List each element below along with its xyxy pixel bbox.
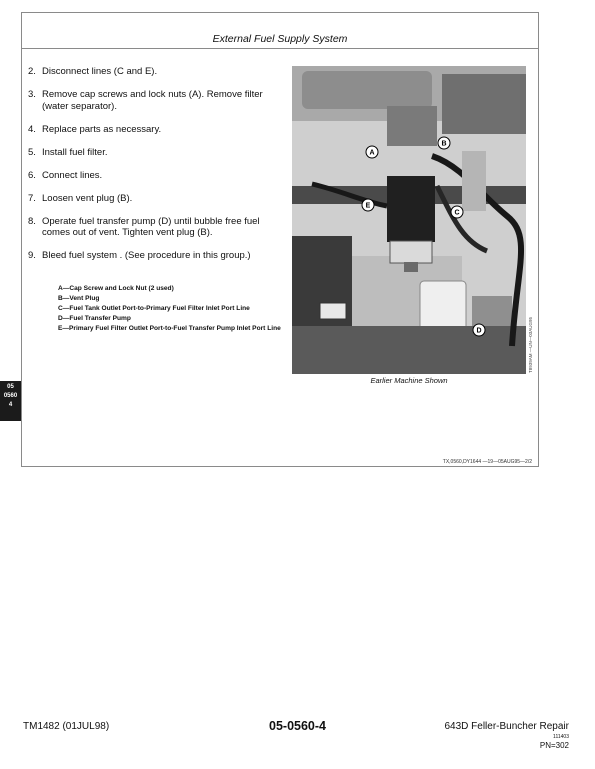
callout-a — [366, 146, 378, 158]
figure-legend — [58, 284, 298, 334]
section-header — [22, 13, 538, 49]
footer-manual-title: 643D Feller-Buncher Repair — [444, 721, 569, 732]
step-item: 6. Connect lines. — [28, 169, 103, 181]
callout-label: B — [441, 140, 447, 148]
section-side-tab: 05 0560 4 — [0, 381, 21, 421]
legend-item: C— Fuel Tank Outlet Port-to-Primary Fuel Filter Inlet Port Line — [58, 305, 250, 312]
callout-c — [451, 206, 463, 218]
footer-manual-id: TM1482 (01JUL98) — [23, 721, 110, 732]
callout-label: E — [365, 202, 371, 210]
legend-item: D— Fuel Transfer Pump — [58, 315, 131, 322]
step-item: 3. Remove cap screws and lock nuts (A). Remove filter (water separator). — [28, 89, 263, 112]
fuel-filter-photo — [292, 66, 526, 374]
footer-date-code: 111403 — [553, 734, 569, 740]
reference-code: TX,0560,DY1644 —19—05AUG95—2/2 — [442, 459, 532, 465]
legend-item: B— Vent Plug — [58, 295, 100, 302]
callout-label: A — [369, 149, 375, 157]
section-title: External Fuel Supply System — [212, 33, 348, 45]
callout-d — [473, 324, 485, 336]
step-item: 8. Operate fuel transfer pump (D) until bubble free fuel comes out of vent. Tighten vent plug (B). — [28, 215, 260, 238]
step-item: 2. Disconnect lines (C and E). — [28, 66, 158, 77]
figure-caption: Earlier Machine Shown — [370, 376, 448, 385]
procedure-steps — [28, 66, 290, 273]
footer-page-number: 05-0560-4 — [269, 719, 326, 733]
step-item: 5. Install fuel filter. — [28, 146, 108, 158]
step-item: 4. Replace parts as necessary. — [28, 123, 162, 135]
step-item: 9. Bleed fuel system . (See procedure in this group.) — [28, 250, 251, 261]
figure-id-code: T8939AM —UN—03AUG95 — [528, 316, 533, 373]
callout-e — [362, 199, 374, 211]
legend-item: E— Primary Fuel Filter Outlet Port-to-Fuel Transfer Pump Inlet Port Line — [58, 325, 281, 332]
footer-pn: PN=302 — [539, 741, 569, 750]
content-frame — [21, 12, 539, 467]
callout-label: C — [454, 209, 460, 217]
callout-label: D — [476, 327, 482, 335]
legend-item: A— Cap Screw and Lock Nut (2 used) — [58, 285, 174, 292]
callout-b — [438, 137, 450, 149]
step-item: 7. Loosen vent plug (B). — [28, 192, 133, 204]
